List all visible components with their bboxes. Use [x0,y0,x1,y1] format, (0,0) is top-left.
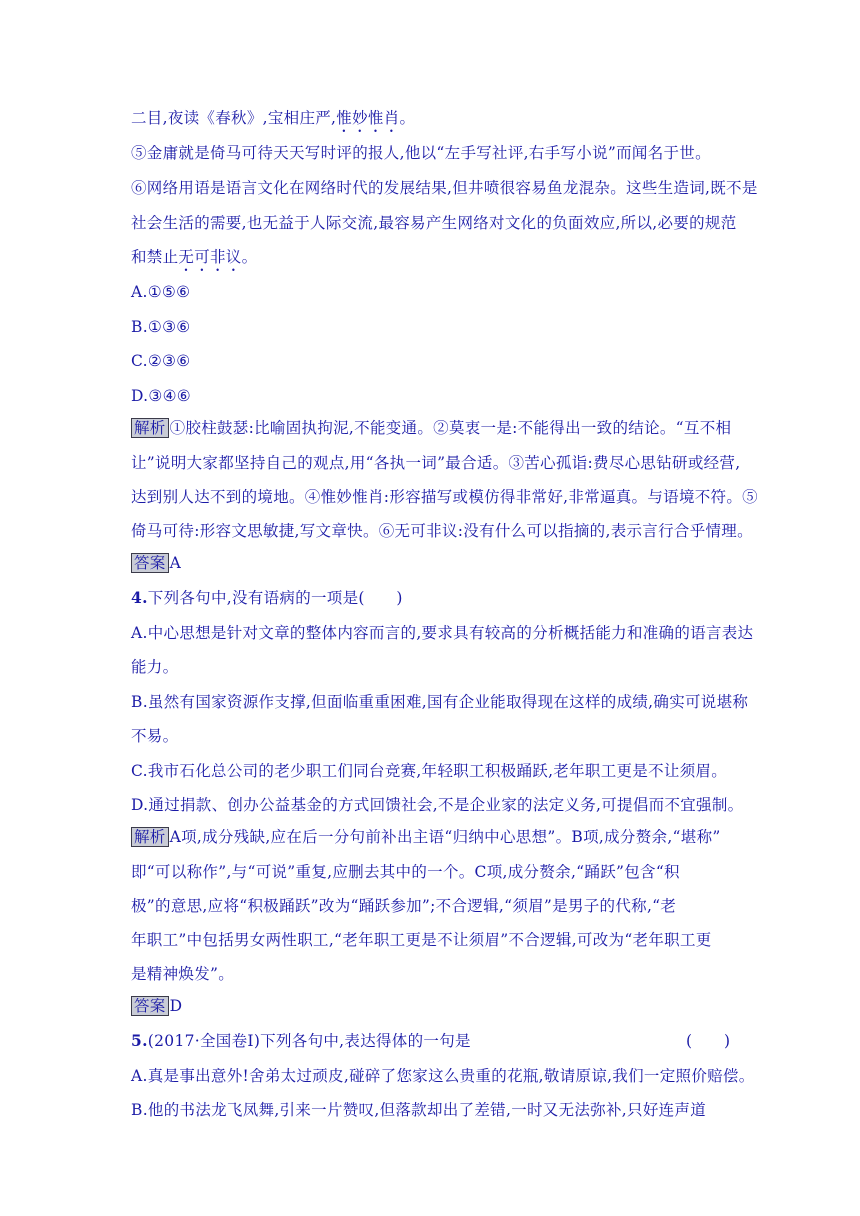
q4-analysis-line1 [131,827,741,847]
answer-tag: 答案 [131,996,169,1016]
q5-option-a: A.真是事出意外!舍弟太过顽皮,碰碎了您家这么贵重的花瓶,敬请原谅,我们一定照价赔偿。 [131,1067,755,1085]
analysis-text: A项,成分残缺,应在后一分句前补出主语“归纳中心思想”。B项,成分赘余,“堪称” [169,828,721,846]
analysis-tag: 解析 [131,827,169,847]
q3-option-d: D.③④⑥ [131,387,191,405]
q4-stem [131,588,741,608]
question-stem: 下列各句中,没有语病的一项是( ) [147,589,403,607]
q4-answer [131,996,741,1016]
q4-analysis-line2: 即“可以称作”,与“可说”重复,应删去其中的一个。C项,成分赘余,“踊跃”包含“积 [131,863,680,881]
q4-analysis-line4: 年职工”中包括男女两性职工,“老年职工更是不让须眉”不合逻辑,可改为“老年职工更 [131,931,712,949]
q3-option-c: C.②③⑥ [131,352,191,370]
analysis-text: ①胶柱鼓瑟:比喻固执拘泥,不能变通。②莫衷一是:不能得出一致的结论。“互不相 [169,419,732,437]
text: 。 [399,109,416,127]
q4-option-d: D.通过捐款、创办公益基金的方式回馈社会,不是企业家的法定义务,可提倡而不宜强制。 [131,796,744,814]
emphasized-text: 无可非议 [178,248,242,266]
q3-analysis-line4: 倚马可待:形容文思敏捷,写文章快。⑥无可非议:没有什么可以指摘的,表示言行合乎情理。 [131,522,753,540]
q3-analysis-line1 [131,418,741,438]
analysis-tag: 解析 [131,418,169,438]
answer-value: D [169,997,183,1015]
text: 二目,夜读《春秋》,宝相庄严, [131,109,337,127]
text: 。 [241,248,258,266]
q3-item6-line1: ⑥网络用语是语言文化在网络时代的发展结果,但井喷很容易鱼龙混杂。这些生造词,既不是 [131,179,758,197]
q4-option-a-line2: 能力。 [131,658,179,676]
q4-option-b-line1: B.虽然有国家资源作支撑,但面临重重困难,国有企业能取得现在这样的成绩,确实可说堪称 [131,693,749,711]
q3-option-a: A.①⑤⑥ [131,283,191,301]
q3-item6-line3 [131,247,741,275]
text: 和禁止 [131,248,179,266]
answer-paren: ( ) [686,1032,731,1050]
q3-item6-line2: 社会生活的需要,也无益于人际交流,最容易产生网络对文化的负面效应,所以,必要的规范 [131,214,737,232]
q4-analysis-line5: 是精神焕发”。 [131,965,235,983]
question-number: 4. [131,588,148,607]
q5-option-b: B.他的书法龙飞凤舞,引来一片赞叹,但落款却出了差错,一时又无法弥补,只好连声道 [131,1101,707,1119]
question-number: 5. [131,1031,148,1050]
answer-value: A [169,554,182,572]
q4-option-b-line2: 不易。 [131,727,179,745]
q3-analysis-line3: 达到别人达不到的境地。④惟妙惟肖:形容描写或模仿得非常好,非常逼真。与语境不符。⑤ [131,488,758,506]
question-stem: (2017·全国卷Ⅰ)下列各句中,表达得体的一句是 [147,1032,471,1050]
q4-option-a-line1: A.中心思想是针对文章的整体内容而言的,要求具有较高的分析概括能力和准确的语言表达 [131,624,754,642]
q3-option-b: B.①③⑥ [131,318,191,336]
q3-analysis-line2: 让”说明大家都坚持自己的观点,用“各执一词”最合适。③苦心孤诣:费尽心思钻研或经营, [131,454,741,472]
emphasized-text: 惟妙惟肖 [336,109,400,127]
answer-tag: 答案 [131,553,169,573]
q3-item4-tail [131,108,741,136]
q5-stem [131,1031,741,1051]
q4-option-c: C.我市石化总公司的老少职工们同台竞赛,年轻职工积极踊跃,老年职工更是不让须眉。 [131,762,728,780]
q3-item5: ⑤金庸就是倚马可待天天写时评的报人,他以“左手写社评,右手写小说”而闻名于世。 [131,144,711,162]
q4-analysis-line3: 极”的意思,应将“积极踊跃”改为“踊跃参加”;不合逻辑,“须眉”是男子的代称,“老 [131,897,677,915]
q3-answer [131,553,741,573]
